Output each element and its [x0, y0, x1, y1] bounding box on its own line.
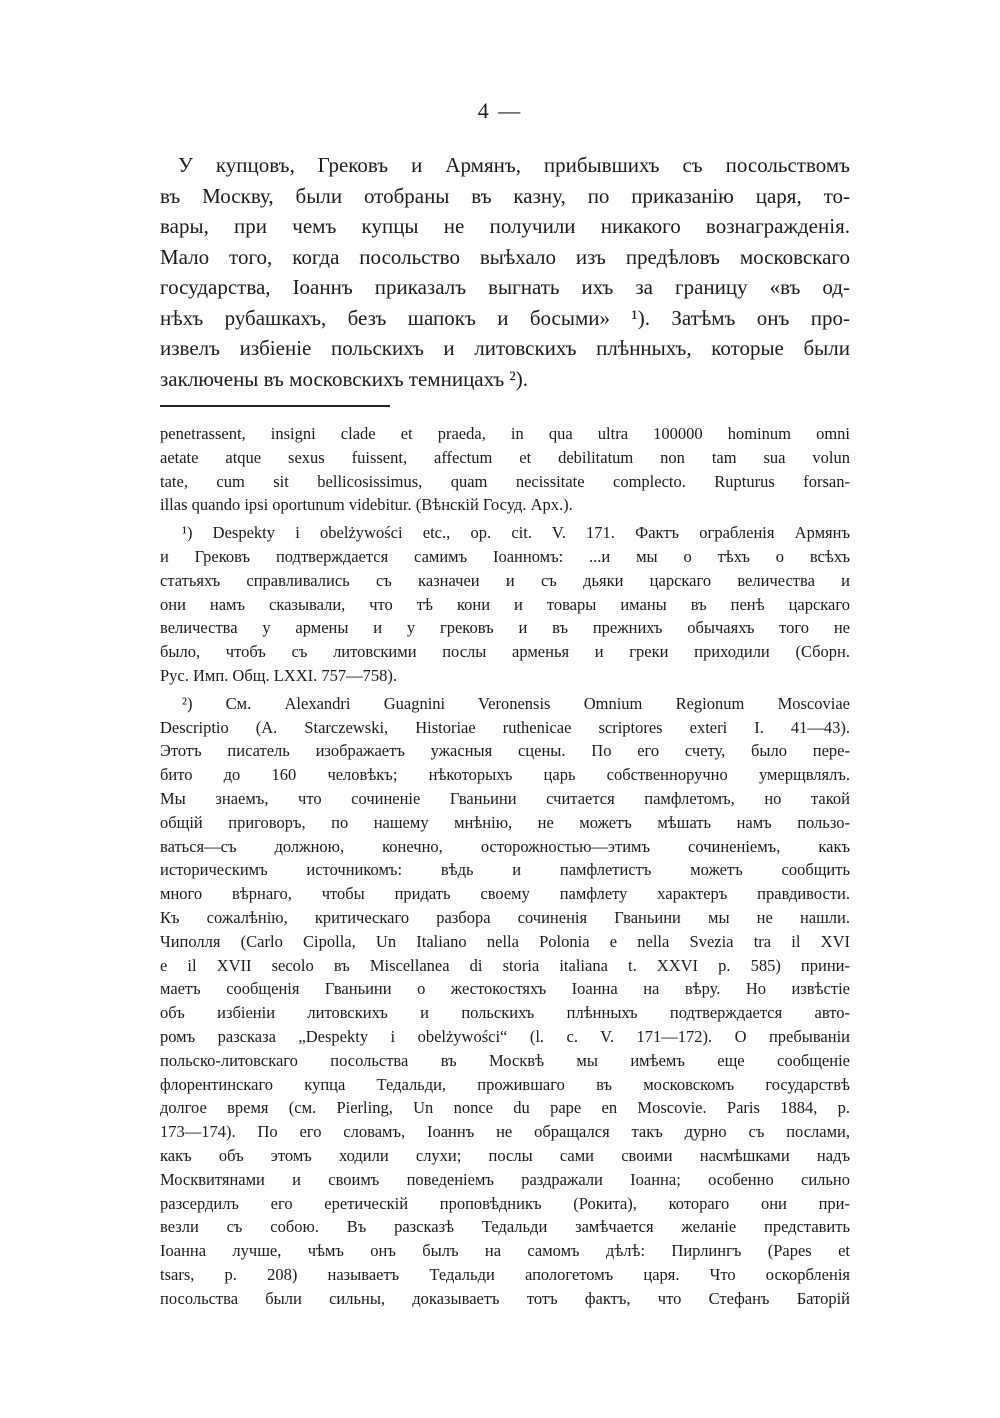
footnote-line: бито до 160 человѣкъ; нѣкоторыхъ царь собственноручно умерщвлялъ. — [160, 765, 850, 785]
footnote-line: везли съ собою. Въ разсказѣ Тедальди замѣчается желаніе представить — [160, 1217, 850, 1237]
footnotes-section — [160, 422, 850, 1314]
footnote-line: ромъ разсказа „Despekty i obelżywości“ (l. c. V. 171—172). О пребываніи — [160, 1026, 850, 1046]
footnote-line: 173—174). По его словамъ, Іоаннъ не обращался такъ дурно съ послами, — [160, 1122, 850, 1142]
main-text-line: въ Москву, были отобраны въ казну, по приказанію царя, то- — [160, 183, 850, 208]
footnote-line: много вѣрнаго, чтобы придать своему памфлету характеръ правдивости. — [160, 884, 850, 904]
main-text-line: У купцовъ, Грековъ и Армянъ, прибывшихъ съ посольствомъ — [178, 153, 850, 177]
footnote-line: ваться—съ должною, конечно, осторожностью—этимъ сочиненіемъ, какъ — [160, 836, 850, 856]
footnote-line: польско-литовскаго посольства въ Москвѣ мы имѣемъ еще сообщеніе — [160, 1050, 850, 1070]
footnote-line: Этотъ писатель изображаетъ ужасныя сцены. По его счету, было пере- — [160, 741, 850, 761]
main-text-line: вары, при чемъ купцы не получили никакого вознагражденія. — [160, 214, 850, 238]
footnote-line: величества у армены и у грековъ и въ прежнихъ обычаяхъ того не — [160, 618, 850, 638]
main-text-line: заключены въ московскихъ темницахъ ²). — [160, 366, 528, 391]
footnote-line: было, чтобъ съ литовскими послы арменья и греки приходили (Сборн. — [160, 642, 850, 662]
footnote-line: Мы знаемъ, что сочиненіе Гваньини считается памфлетомъ, но такой — [160, 788, 850, 808]
footnote-line: и Грековъ подтверждается самимъ Іоанномъ: ...и мы о тѣхъ о всѣхъ — [160, 546, 850, 566]
main-text-line: извелъ избіеніе польскихъ и литовскихъ плѣнныхъ, которые были — [160, 336, 850, 360]
main-text-line: государства, Іоаннъ приказалъ выгнать ихъ за границу «въ од- — [160, 275, 850, 299]
footnote-line: они намъ сказывали, что тѣ кони и товары иманы въ пенѣ царскаго — [160, 594, 850, 614]
footnote-divider — [160, 405, 390, 407]
footnote-line: долгое время (см. Pierling, Un nonce du pape en Moscovie. Paris 1884, p. — [160, 1098, 850, 1118]
footnote-line: какъ объ этомъ ходили слухи; послы сами своими насмѣшками надъ — [160, 1145, 850, 1165]
footnote-line: tsars, p. 208) называетъ Тедальди апологетомъ царя. Что оскорбленія — [160, 1264, 850, 1284]
footnote-continuation — [160, 422, 850, 517]
footnote-line: illas quando ipsi oportunum videbitur. (Вѣнскій Госуд. Арх.). — [160, 495, 573, 515]
footnote-line: Рус. Имп. Общ. LXXI. 757—758). — [160, 665, 397, 685]
footnote-line: ²) См. Alexandri Guagnini Veronensis Omnium Regionum Moscoviae — [182, 693, 850, 713]
footnote-line: e il XVII secolo въ Miscellanea di storia italiana t. XXVI p. 585) прини- — [160, 955, 850, 975]
footnote-line: Іоанна лучше, чѣмъ онъ былъ на самомъ дѣлѣ: Пирлингъ (Papes et — [160, 1241, 850, 1261]
main-paragraph — [160, 150, 850, 394]
footnote-line: Москвитянами и своимъ поведеніемъ раздражали Іоанна; особенно сильно — [160, 1169, 850, 1189]
footnote-line: Descriptio (A. Starczewski, Historiae ruthenicae scriptores exteri I. 41—43). — [160, 717, 850, 737]
footnote-line: Чиполля (Carlo Cipolla, Un Italiano nella Polonia e nella Svezia tra il XVI — [160, 931, 850, 951]
footnote-line: историческимъ источникомъ: вѣдь и памфлетистъ можетъ сообщить — [160, 860, 850, 880]
footnote-2 — [160, 692, 850, 1311]
page-number: 4 — — [477, 98, 523, 123]
footnote-line: penetrassent, insigni clade et praeda, in qua ultra 100000 hominum omni — [160, 424, 850, 443]
footnote-line: объ избіеніи литовскихъ и польскихъ плѣнныхъ подтверждается авто- — [160, 1003, 850, 1023]
footnote-line: флорентинскаго купца Тедальди, прожившаго въ московскомъ государствѣ — [160, 1074, 850, 1094]
footnote-1 — [160, 521, 850, 688]
footnote-line: tate, cum sit bellicosissimus, quam necissitate complecto. Rupturus forsan- — [160, 471, 850, 491]
footnote-line: Къ сожалѣнію, критическаго разбора сочиненія Гваньини мы не нашли. — [160, 907, 850, 927]
footnote-line: ¹) Despekty i obelżywości etc., op. cit. V. 171. Фактъ ограбленія Армянъ — [182, 523, 850, 543]
main-text-line: нѣхъ рубашкахъ, безъ шапокъ и босыми» ¹). Затѣмъ онъ про- — [160, 305, 850, 330]
footnote-line: посольства были сильны, доказываетъ тотъ фактъ, что Стефанъ Баторій — [160, 1288, 850, 1308]
footnote-line: маетъ сообщенія Гваньини о жестокостяхъ Іоанна на вѣру. Но извѣстіе — [160, 979, 850, 999]
main-text-line: Мало того, когда посольство выѣхало изъ предѣловъ московскаго — [160, 244, 850, 269]
footnote-line: разсердилъ его еретическій проповѣдникъ (Рокита), котораго они при- — [160, 1193, 850, 1213]
footnote-line: статьяхъ справливались съ казначеи и съ дьяки царскаго величества и — [160, 570, 850, 590]
footnote-line: общій приговоръ, по нашему мнѣнію, не можетъ мѣшать намъ пользо- — [160, 812, 850, 832]
footnote-line: aetate atque sexus fuissent, affectum et debilitatum non tam sua volun — [160, 447, 850, 467]
